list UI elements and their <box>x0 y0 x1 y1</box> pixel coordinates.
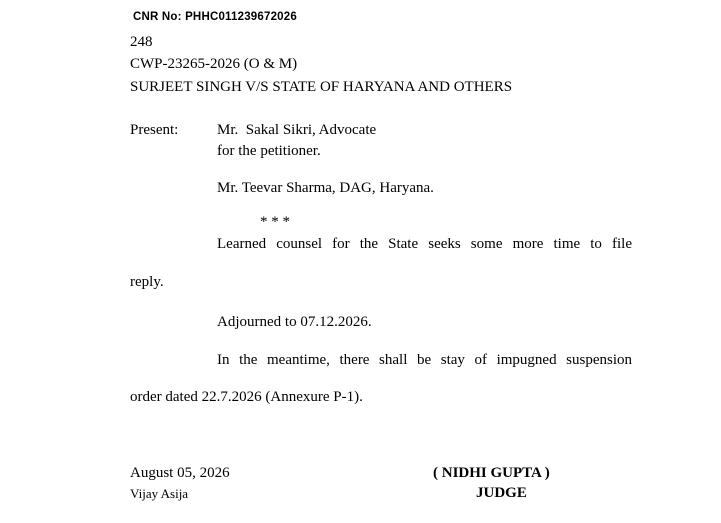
petitioner-counsel: Mr. Sakal Sikri, Advocate <box>217 122 377 138</box>
cnr-number: CNR No: PHHC011239672026 <box>133 11 297 23</box>
paragraph-2: Adjourned to 07.12.2026. <box>217 314 372 330</box>
paragraph-3-line-2: order dated 22.7.2026 (Annexure P-1). <box>130 389 363 405</box>
case-title: SURJEET SINGH V/S STATE OF HARYANA AND OTHERS <box>130 79 513 95</box>
paragraph-3-line-1: In the meantime, there shall be stay of impugned suspension <box>217 352 632 368</box>
state-counsel: Mr. Teevar Sharma, DAG, Haryana. <box>217 180 434 196</box>
case-number: CWP-23265-2026 (O & M) <box>130 56 298 72</box>
judge-title: JUDGE <box>476 485 527 501</box>
section-separator: * * * <box>260 214 290 230</box>
present-label: Present: <box>130 122 179 138</box>
judge-name: ( NIDHI GUPTA ) <box>433 465 550 481</box>
order-date: August 05, 2026 <box>130 465 230 481</box>
stenographer-name: Vijay Asija <box>130 486 189 501</box>
petitioner-role: for the petitioner. <box>217 143 321 159</box>
serial-number: 248 <box>130 34 153 50</box>
paragraph-1-line-1: Learned counsel for the State seeks some more time to file <box>217 236 632 252</box>
paragraph-1-line-2: reply. <box>130 274 164 290</box>
